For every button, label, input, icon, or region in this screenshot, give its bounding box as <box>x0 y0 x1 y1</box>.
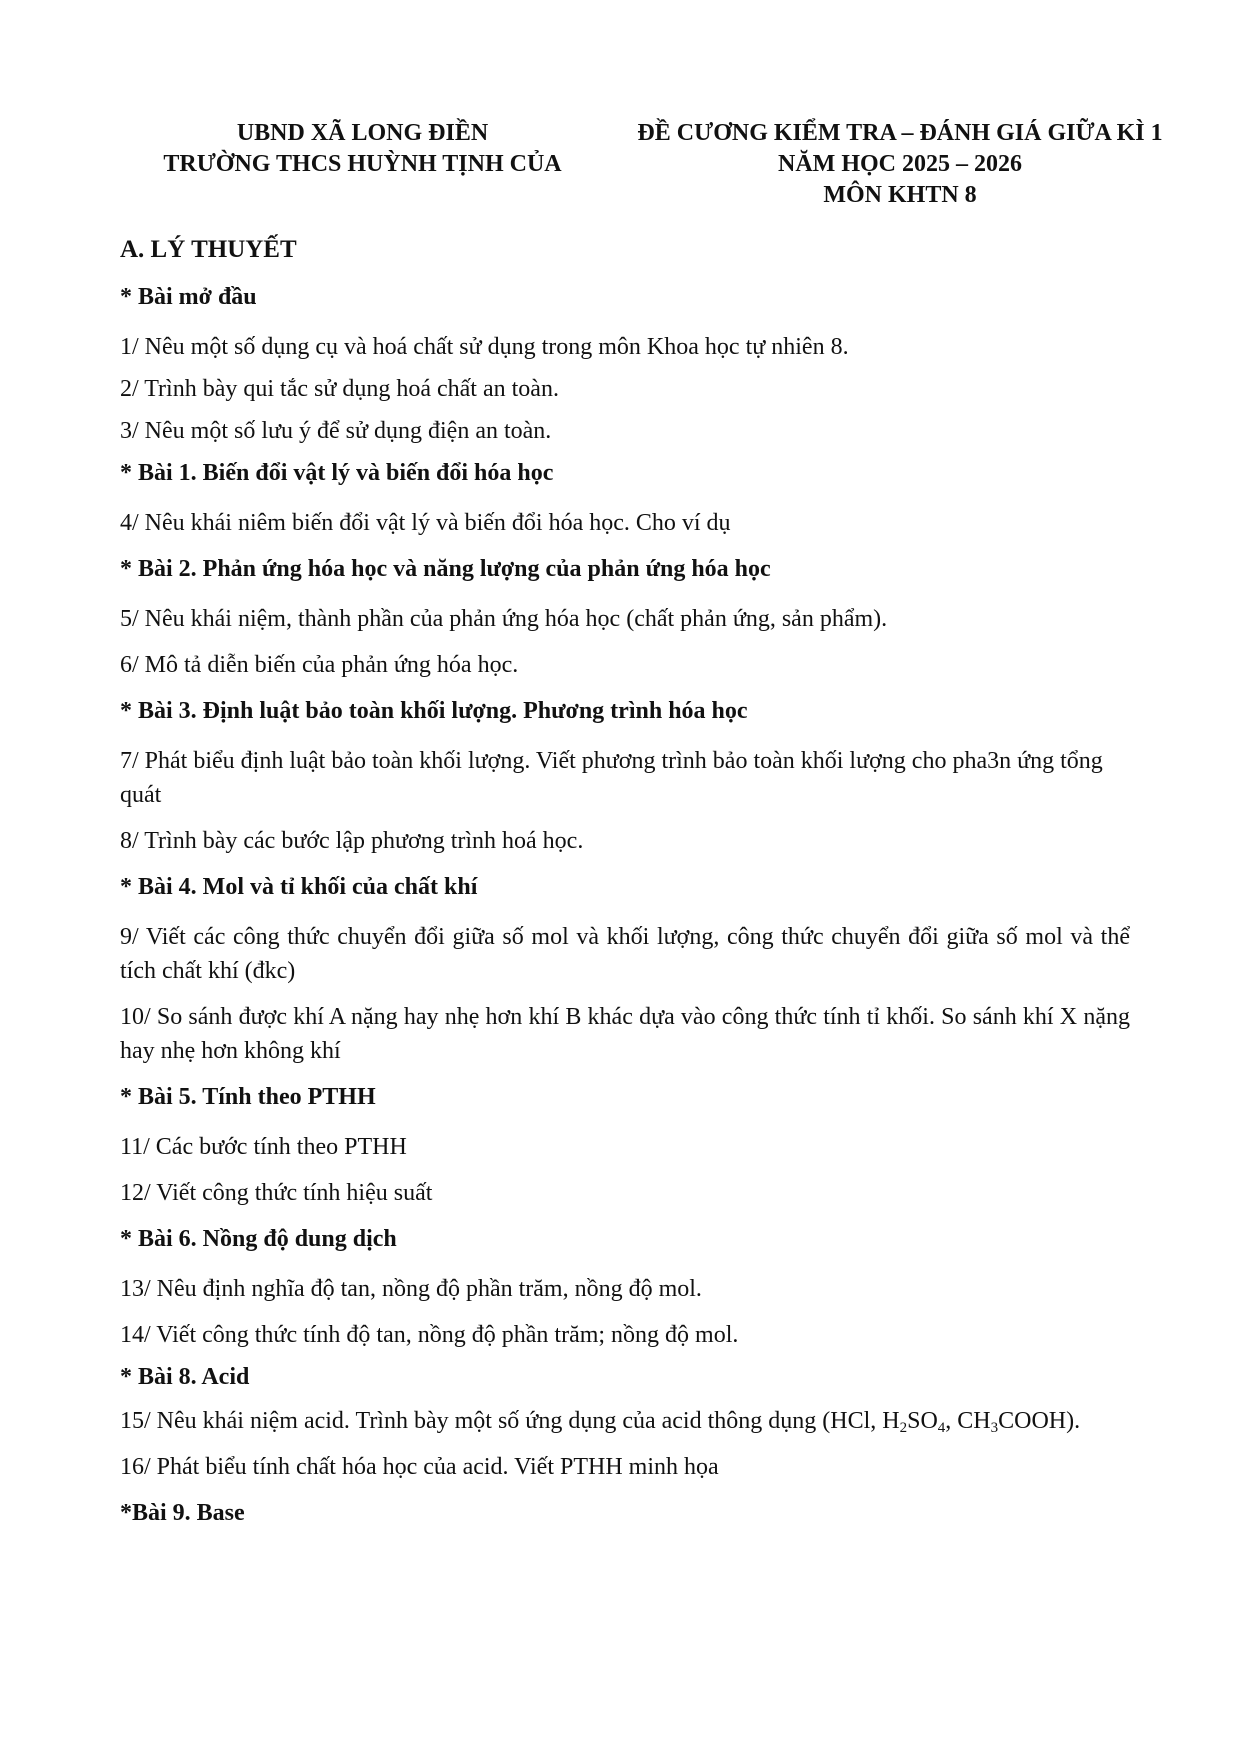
question-item: 1/ Nêu một số dụng cụ và hoá chất sử dụng trong môn Khoa học tự nhiên 8. <box>120 334 849 360</box>
question-item: 4/ Nêu khái niêm biến đổi vật lý và biến đổi hóa học. Cho ví dụ <box>120 510 731 536</box>
question-item: 8/ Trình bày các bước lập phương trình hoá học. <box>120 828 584 854</box>
school-year: NĂM HỌC 2025 – 2026 <box>778 151 1022 177</box>
header-left <box>110 118 615 180</box>
lesson-heading: * Bài 4. Mol và tỉ khối của chất khí <box>120 874 478 900</box>
lesson-heading: * Bài 2. Phản ứng hóa học và năng lượng của phản ứng hóa học <box>120 556 771 582</box>
document-title: ĐỀ CƯƠNG KIỂM TRA – ĐÁNH GIÁ GIỮA KÌ 1 <box>637 120 1163 146</box>
lesson-heading: * Bài mở đầu <box>120 284 257 310</box>
question-item: 5/ Nêu khái niệm, thành phần của phản ứng hóa học (chất phản ứng, sản phẩm). <box>120 606 888 632</box>
lesson-heading: * Bài 3. Định luật bảo toàn khối lượng. Phương trình hóa học <box>120 698 748 724</box>
document-body <box>120 232 1130 1546</box>
section-title: A. LÝ THUYẾT <box>120 236 297 263</box>
question-item: 2/ Trình bày qui tắc sử dụng hoá chất an toàn. <box>120 376 559 402</box>
subject-name: MÔN KHTN 8 <box>823 182 977 208</box>
authority-name: UBND XÃ LONG ĐIỀN <box>236 120 489 146</box>
lesson-heading: * Bài 1. Biến đổi vật lý và biến đổi hóa học <box>120 460 554 486</box>
header-right <box>600 118 1200 211</box>
question-item: 10/ So sánh được khí A nặng hay nhẹ hơn khí B khác dựa vào công thức tính tỉ khối. So sánh khí X nặng hay nhẹ hơn không khí <box>120 1004 1130 1064</box>
question-item: 15/ Nêu khái niệm acid. Trình bày một số ứng dụng của acid thông dụng (HCl, $H_2SO_4$, $CH_3COOH$). <box>120 1408 1081 1436</box>
lesson-heading: * Bài 8. Acid <box>120 1364 250 1390</box>
question-item: 13/ Nêu định nghĩa độ tan, nồng độ phần trăm, nồng độ mol. <box>120 1276 702 1302</box>
lesson-heading: * Bài 6. Nồng độ dung dịch <box>120 1226 397 1252</box>
school-name: TRƯỜNG THCS HUỲNH TỊNH CỦA <box>163 151 562 177</box>
question-item: 7/ Phát biểu định luật bảo toàn khối lượng. Viết phương trình bảo toàn khối lượng cho pha3n ứng tổng quát <box>120 748 1103 808</box>
lesson-heading: *Bài 9. Base <box>120 1500 245 1526</box>
question-item: 9/ Viết các công thức chuyển đổi giữa số mol và khối lượng, công thức chuyển đổi giữa số mol và thể tích chất khí (đkc) <box>120 924 1130 984</box>
question-item: 6/ Mô tả diễn biến của phản ứng hóa học. <box>120 652 519 678</box>
lesson-heading: * Bài 5. Tính theo PTHH <box>120 1084 376 1110</box>
question-item: 3/ Nêu một số lưu ý để sử dụng điện an toàn. <box>120 418 552 444</box>
question-item: 14/ Viết công thức tính độ tan, nồng độ phần trăm; nồng độ mol. <box>120 1322 739 1348</box>
question-item: 12/ Viết công thức tính hiệu suất <box>120 1180 433 1206</box>
question-item: 16/ Phát biểu tính chất hóa học của acid. Viết PTHH minh họa <box>120 1454 719 1480</box>
question-item: 11/ Các bước tính theo PTHH <box>120 1134 407 1160</box>
